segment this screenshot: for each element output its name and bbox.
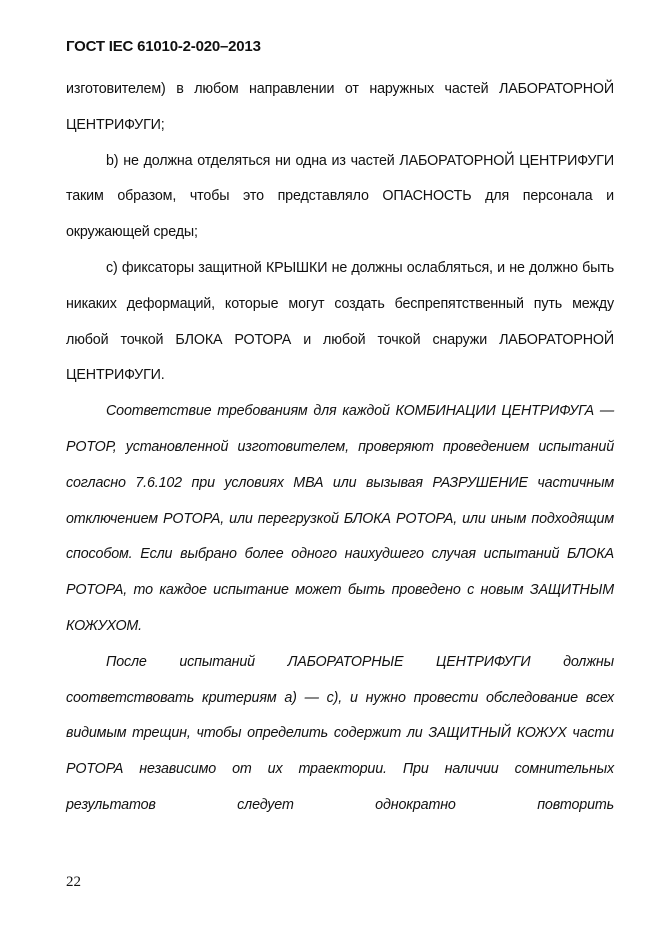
paragraph-compliance-check: Соответствие требованиям для каждой КОМБИНАЦИИ ЦЕНТРИФУГА — РОТОР, установленной изготовителем, проверяют проведением испытаний согласно 7.6.102 при условиях МВА или вызывая РАЗРУШЕНИЕ частичным отключением РОТОРА, или перегрузкой БЛОКА РОТОРА, или иным подходящим способом. Если выбрано более одного наихудшего случая испытаний БЛОКА РОТОРА, то каждое испытание может быть проведено с новым ЗАЩИТНЫМ КОЖУХОМ. — [66, 403, 614, 634]
paragraph-after-tests: После испытаний ЛАБОРАТОРНЫЕ ЦЕНТРИФУГИ должны соответствовать критериям а) — с), и нужно провести обследование всех видимым трещин, чтобы определить содержит ли ЗАЩИТНЫЙ КОЖУХ части РОТОРА независимо от их траектории. При наличии сомнительных результатов следует однократно повторить — [66, 653, 614, 813]
body-text — [66, 72, 614, 824]
page-number: 22 — [66, 874, 81, 890]
paragraph-continuation: изготовителем) в любом направлении от наружных частей ЛАБОРАТОРНОЙ ЦЕНТРИФУГИ; — [66, 81, 614, 133]
standard-header: ГОСТ IEC 61010-2-020–2013 — [66, 38, 261, 55]
paragraph-item-b: b) не должна отделяться ни одна из частей ЛАБОРАТОРНОЙ ЦЕНТРИФУГИ таким образом, чтобы это представляло ОПАСНОСТЬ для персонала и окружающей среды; — [66, 152, 614, 241]
paragraph-item-c: c) фиксаторы защитной КРЫШКИ не должны ослабляться, и не должно быть никаких деформаций, которые могут создать беспрепятственный путь между любой точкой БЛОКА РОТОРА и любой точкой снаружи ЛАБОРАТОРНОЙ ЦЕНТРИФУГИ. — [66, 259, 614, 384]
